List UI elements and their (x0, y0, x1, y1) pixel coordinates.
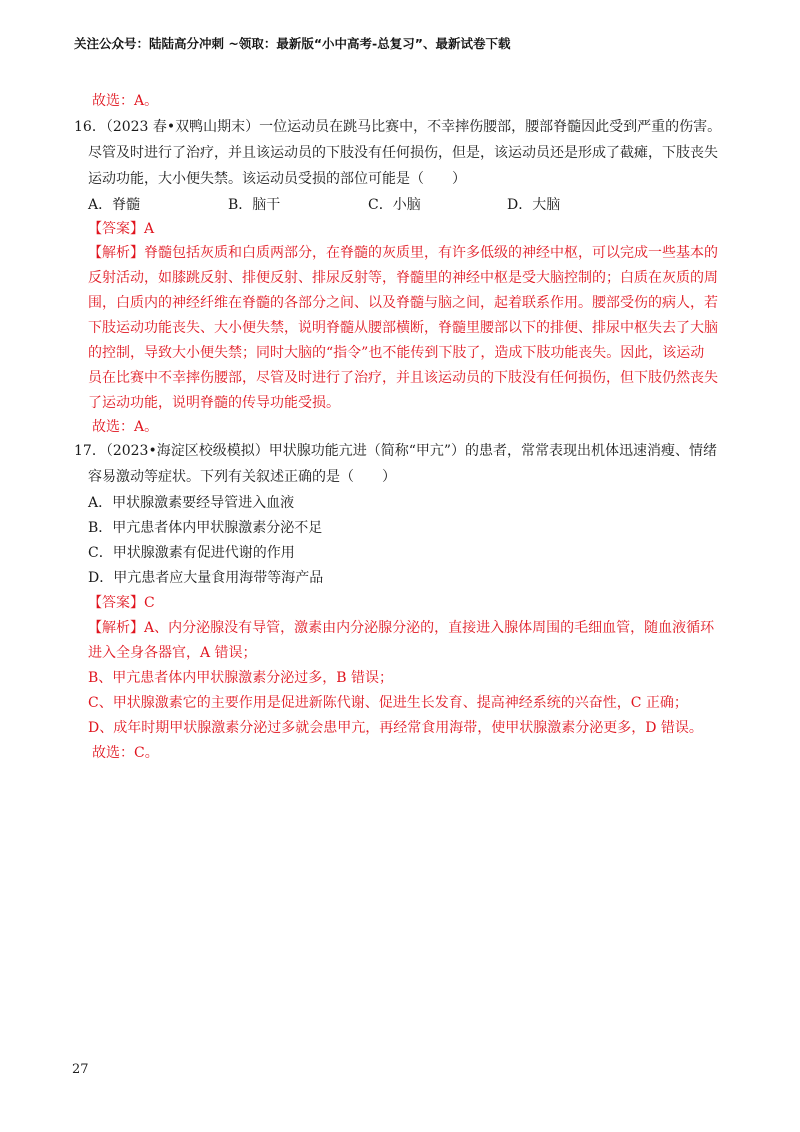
q16-stem-line-1: 16．（2023 春•双鸭山期末）一位运动员在跳马比赛中，不幸摔伤腰部，腰部脊髓因此受到严重的伤害。 (74, 119, 722, 135)
q17-analysis-line-4: C、甲状腺激素它的主要作用是促进新陈代谢、促进生长发育、提高神经系统的兴奋性，C 正确； (88, 695, 688, 711)
q17-analysis-line-5: D、成年时期甲状腺激素分泌过多就会患甲亢，再经常食用海带，使甲状腺激素分泌更多，D 错误。 (88, 720, 703, 736)
q17-stem-line-2: 容易激动等症状。下列有关叙述正确的是（ ） (88, 469, 396, 485)
q16-option-d: D．大脑 (507, 197, 561, 213)
q16-stem-line-3: 运动功能，大小便失禁。该运动员受损的部位可能是（ ） (88, 171, 466, 187)
q16-option-a: A．脊髓 (88, 197, 141, 213)
q16-analysis-line-4: 下肢运动功能丧失、大小便失禁，说明脊髓从腰部横断，脊髓里腰部以下的排便、排尿中枢失去了大脑 (88, 320, 718, 336)
page-number: 27 (72, 1062, 89, 1077)
q17-option-c: C．甲状腺激素有促进代谢的作用 (88, 545, 295, 561)
q17-option-b: B．甲亢患者体内甲状腺激素分泌不足 (88, 520, 323, 536)
q16-option-c: C．小脑 (368, 197, 421, 213)
q16-stem-line-2: 尽管及时进行了治疗，并且该运动员的下肢没有任何损伤，但是，该运动员还是形成了截瘫，下肢丧失 (88, 145, 718, 161)
q16-analysis-line-6: 员在比赛中不幸摔伤腰部，尽管及时进行了治疗，并且该运动员的下肢没有任何损伤，但下肢仍然丧失 (88, 370, 718, 386)
q16-analysis-line-1: 【解析】脊髓包括灰质和白质两部分，在脊髓的灰质里，有许多低级的神经中枢，可以完成一些基本的 (88, 245, 718, 261)
q16-analysis-line-2: 反射活动，如膝跳反射、排便反射、排尿反射等，脊髓里的神经中枢是受大脑控制的；白质在灰质的周 (88, 270, 718, 286)
q17-conclusion: 故选：C。 (92, 745, 159, 761)
q17-answer: 【答案】C (88, 595, 155, 611)
q16-analysis-line-7: 了运动功能，说明脊髓的传导功能受损。 (88, 395, 340, 411)
q16-analysis-line-5: 的控制，导致大小便失禁；同时大脑的“指令”也不能传到下肢了，造成下肢功能丧失。因此，该运动 (88, 345, 705, 361)
q17-analysis-line-2: 进入全身各器官，A 错误； (88, 645, 257, 661)
q17-option-a: A．甲状腺激素要经导管进入血液 (88, 495, 295, 511)
q16-conclusion: 故选：A。 (92, 419, 159, 435)
prev-conclusion: 故选：A。 (92, 93, 159, 109)
q16-option-b: B．脑干 (228, 197, 281, 213)
q17-stem-line-1: 17．（2023•海淀区校级模拟）甲状腺功能亢进（简称“甲亢”）的患者，常常表现出机体迅速消瘦、情绪 (74, 443, 718, 459)
page-header: 关注公众号：陆陆高分冲刺 ~领取：最新版“小中高考-总复习”、最新试卷下载 (74, 36, 511, 51)
q17-analysis-line-3: B、甲亢患者体内甲状腺激素分泌过多，B 错误； (88, 670, 394, 686)
q17-analysis-line-1: 【解析】A、内分泌腺没有导管，激素由内分泌腺分泌的，直接进入腺体周围的毛细血管，随血液循环 (88, 620, 715, 636)
q17-option-d: D．甲亢患者应大量食用海带等海产品 (88, 570, 324, 586)
q16-analysis-line-3: 围，白质内的神经纤维在脊髓的各部分之间、以及脊髓与脑之间，起着联系作用。腰部受伤的病人，若 (88, 295, 718, 311)
q16-answer: 【答案】A (88, 221, 155, 237)
